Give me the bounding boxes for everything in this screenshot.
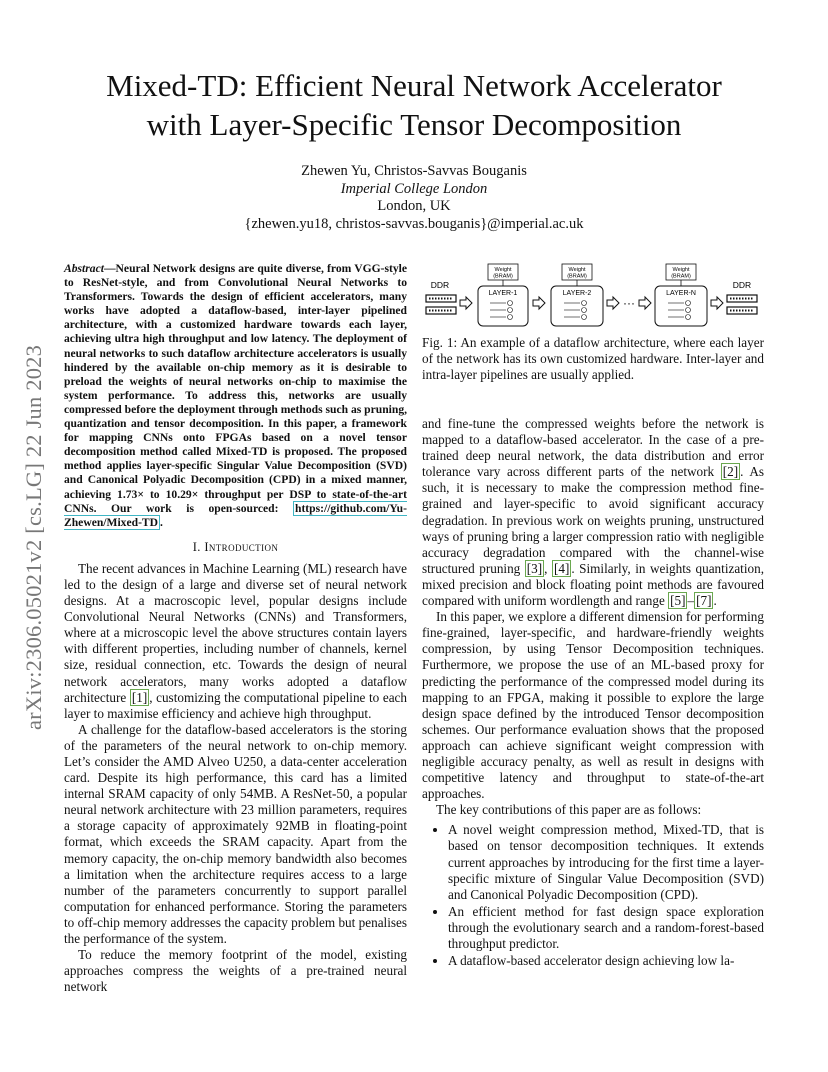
intro-p1-text-a: The recent advances in Machine Learning (ML) research have led to the design of a large and diverse set of neural network designs. At a macroscopic level, popular designs include Convolutional Neural Networks (CNNs) and Transformers, where at a microscopic level the above structures contain layers with different properties, including number of channels, kernel size, residual connection, etc. Towards the design of neural network accelerators, many works adopted a dataflow architecture [64, 560, 407, 705]
right-p1-text-a: and fine-tune the compressed weights before the network is mapped to a dataflow-based accelerator. In the case of a pre-trained deep neural network, the data distribution and error tolerance vary across different parts of the network [422, 416, 764, 480]
right-column [422, 416, 764, 970]
citation-5[interactable]: [5] [670, 593, 686, 609]
figure-1-dataflow-diagram [422, 262, 770, 338]
layer-1-label: LAYER-1 [488, 290, 518, 297]
weight-sub-n: (BRAM) [671, 273, 691, 280]
figure-1-caption: Fig. 1: An example of a dataflow architecture, where each layer of the network has its own customized hardware. Inter-layer and intra-layer pipelines are usually applied. [422, 335, 764, 383]
abstract-text: —Neural Network designs are quite diverse, from VGG-style to ResNet-style, and from Convolutional Neural Networks to Transformers. Towards the design of efficient accelerators, many works have adopted a dataflow-based, inter-layer pipelined architecture, with a customized hardware towards each layer, achieving ultra high throughput and low latency. The deployment of neural networks to such dataflow architecture accelerators is usually hindered by the available on-chip memory as it is desirable to preload the weights of neural networks on-chip to maximise the system performance. To address this, networks are usually compressed before the deployment through methods such as pruning, quantization and tensor decomposition. In this paper, a framework for mapping CNNs onto FPGAs based on a novel tensor decomposition method called Mixed-TD is proposed. The proposed method applies layer-specific Singular Value Decomposition (SVD) and Canonical Polyadic Decomposition (CPD) in a mixed manner, achieving 1.73× to 10.29× throughput per DSP to state-of-the-art CNNs. Our work is open-sourced: [64, 262, 408, 515]
ellipsis: ··· [623, 296, 635, 310]
right-p1-text-b: . As such, it is necessary to make the compression method fine-grained and layer-specific to avoid significant accuracy degradation. In previous work on weights pruning, unstructured ways of pruning bring a larger compression ratio with negligible accuracy degradation compared with the channel-wise structured pruning [422, 464, 764, 576]
contributions-list [422, 822, 764, 969]
abstract-end: . [160, 515, 163, 529]
section-heading-introduction: I. Introduction [192, 539, 279, 554]
weight-sub-1: (BRAM) [493, 273, 513, 280]
citation-separator: , [544, 560, 552, 576]
arrow-icon [460, 297, 472, 309]
right-paragraph-1 [422, 416, 764, 609]
arrow-icon [639, 297, 651, 309]
ddr-right-label: DDR [732, 280, 752, 290]
affiliation: Imperial College London [340, 180, 488, 197]
dataflow-diagram-svg [422, 262, 770, 338]
intro-p1-text-b: , customizing the computational pipeline to each layer to maximise efficiency and achieve high throughput. [64, 689, 407, 721]
ddr-left-label: DDR [430, 280, 450, 290]
citation-7[interactable]: [7] [696, 593, 712, 609]
right-paragraph-2: In this paper, we explore a different dimension for performing fine-grained, layer-specific, and hardware-friendly weights compression, by using Tensor Decomposition techniques. Furthermore, we propose the use of an ML-based proxy for predicting the performance of the compressed model during its mapping to an FPGA, making it possible to explore the large design space defined by the introduced Tensor decomposition schemes. Our performance evaluation shows that the proposed approach can achieve significant weight compression with negligible accuracy penalty, as well as result in designs with competitive latency and throughput to state-of-the-art approaches. [422, 609, 764, 802]
citation-3[interactable]: [3] [526, 560, 543, 576]
title-line-1: Mixed-TD: Efficient Neural Network Accelerator [106, 68, 722, 103]
weight-label-1: Weight [494, 267, 512, 273]
intro-paragraph-2: A challenge for the dataflow-based accelerators is the storing of the parameters of the neural network to on-chip memory. Let’s consider the AMD Alveo U250, a data-center acceleration card. Despite its high performance, this card has a limited internal SRAM capacity of only 54MB. A ResNet-50, a popular neural network architecture with 23 million parameters, requires a storage capacity of approximately 92MB in floating-point format, which exceeds the SRAM capacity. Apart from the memory capacity, the on-chip memory bandwidth also becomes a limitation when the architecture requires access to a large number of the parameters concurrently to support parallel computation for enhanced performance. Storing the parameters to off-chip memory addresses the capacity problem but penalises the performance of the system. [64, 721, 407, 947]
list-item: • An efficient method for fast design space exploration through the evolutionary search and a random-forest-based throughput predictor. [448, 904, 764, 952]
weight-sub-2: (BRAM) [567, 273, 587, 280]
citation-range-dash: – [687, 593, 695, 609]
citation-1[interactable]: [1] [131, 689, 148, 705]
title-line-2: with Layer-Specific Tensor Decomposition [146, 107, 682, 142]
abstract-lead: Abstract [64, 262, 104, 275]
github-link[interactable]: https://github.com/Yu-Zhewen/Mixed-TD [64, 501, 407, 529]
arrow-icon [533, 297, 545, 309]
ddr-right-icon [727, 295, 757, 314]
arrow-icon [711, 297, 723, 309]
layer-2-label: LAYER-2 [562, 290, 592, 297]
left-column [64, 262, 407, 995]
emails[interactable]: {zhewen.yu18, christos-savvas.bouganis}@imperial.ac.uk [244, 215, 584, 232]
abstract [64, 262, 407, 530]
layer-n-label: LAYER-N [666, 290, 696, 297]
arxiv-stamp[interactable]: arXiv:2306.05021v2 [cs.LG] 22 Jun 2023 [21, 344, 46, 730]
right-p1-text-d: . [713, 593, 717, 609]
location: London, UK [377, 198, 451, 215]
intro-paragraph-3: To reduce the memory footprint of the model, existing approaches compress the weights of a pre-trained neural network [64, 947, 407, 995]
list-item: • A novel weight compression method, Mixed-TD, that is based on tensor decomposition techniques. It extends current approaches by introducing for the first time a layer-specific mixture of Singular Value Decomposition (SVD) and Canonical Polyadic Decomposition (CPD). [448, 822, 764, 902]
author-block [150, 163, 678, 233]
paper-title [60, 66, 768, 144]
right-paragraph-3: The key contributions of this paper are as follows: [436, 802, 702, 818]
ddr-left-icon [426, 295, 456, 314]
citation-4[interactable]: [4] [553, 560, 570, 576]
author-names: Zhewen Yu, Christos-Savvas Bouganis [301, 163, 527, 179]
intro-paragraph-1 [64, 561, 407, 722]
arrow-icon [607, 297, 619, 309]
weight-label-2: Weight [568, 267, 586, 273]
citation-2[interactable]: [2] [722, 464, 739, 480]
weight-label-n: Weight [672, 267, 690, 273]
right-p1-text-c: . Similarly, in weights quantization, mixed precision and block floating point methods are favoured compared with uniform wordlength and range [422, 560, 764, 609]
list-item: • A dataflow-based accelerator design achieving low la- [448, 953, 764, 969]
